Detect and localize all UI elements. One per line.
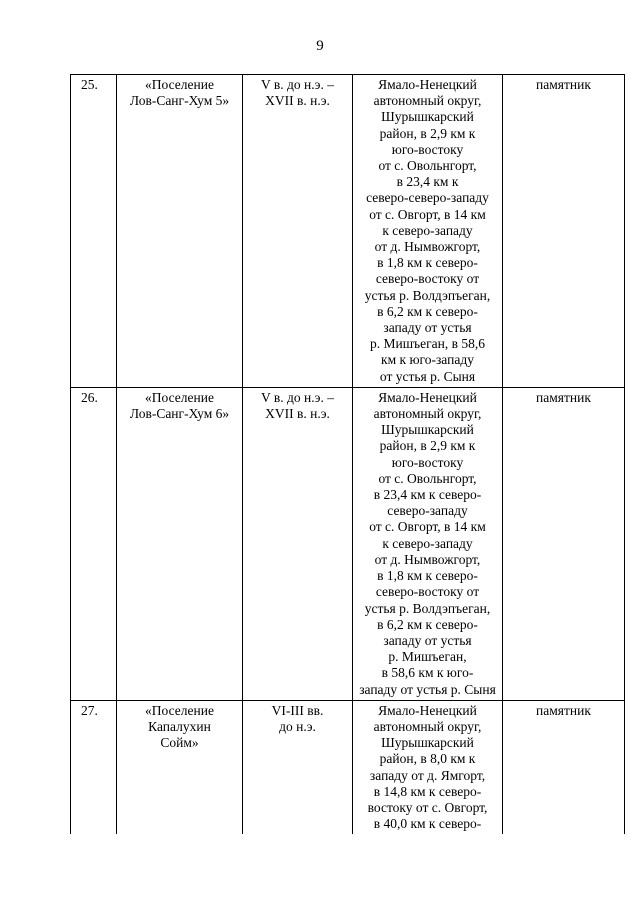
dating-period: V в. до н.э. – XVII в. н.э. bbox=[243, 75, 353, 388]
monument-category: памятник bbox=[503, 700, 625, 834]
monuments-table bbox=[70, 74, 625, 834]
monument-name: «Поселение Капалухин Сойм» bbox=[117, 700, 243, 834]
row-number: 27. bbox=[71, 700, 117, 834]
location-description: Ямало-Ненецкий автономный округ, Шурышкарский район, в 2,9 км к юго-востоку от с. Овольнгорт, в 23,4 км к северо-северо-западу от с. Овгорт, в 14 км к северо-западу от д. Нымвожгорт, в 1,8 км к северо- северо-востоку от устья р. Волдэпъеган, в 6,2 км к северо- западу от устья р. Мишъеган, в 58,6 км к юго-западу от устья р. Сыня bbox=[353, 75, 503, 388]
location-description: Ямало-Ненецкий автономный округ, Шурышкарский район, в 8,0 км к западу от д. Ямгорт, в 14,8 км к северо- востоку от с. Овгорт, в 40,0 км к северо- bbox=[353, 700, 503, 834]
table-row bbox=[71, 75, 625, 388]
dating-period: V в. до н.э. – XVII в. н.э. bbox=[243, 387, 353, 700]
monument-category: памятник bbox=[503, 387, 625, 700]
table-row bbox=[71, 700, 625, 834]
page-number: 9 bbox=[316, 38, 324, 54]
table-row bbox=[71, 387, 625, 700]
monument-name: «Поселение Лов-Санг-Хум 5» bbox=[117, 75, 243, 388]
dating-period: VI-III вв. до н.э. bbox=[243, 700, 353, 834]
row-number: 25. bbox=[71, 75, 117, 388]
monument-name: «Поселение Лов-Санг-Хум 6» bbox=[117, 387, 243, 700]
row-number: 26. bbox=[71, 387, 117, 700]
location-description: Ямало-Ненецкий автономный округ, Шурышкарский район, в 2,9 км к юго-востоку от с. Овольнгорт, в 23,4 км к северо- северо-западу от с. Овгорт, в 14 км к северо-западу от д. Нымвожгорт, в 1,8 км к северо- северо-востоку от устья р. Волдэпъеган, в 6,2 км к северо- западу от устья р. Мишъеган, в 58,6 км к юго- западу от устья р. Сыня bbox=[353, 387, 503, 700]
monument-category: памятник bbox=[503, 75, 625, 388]
